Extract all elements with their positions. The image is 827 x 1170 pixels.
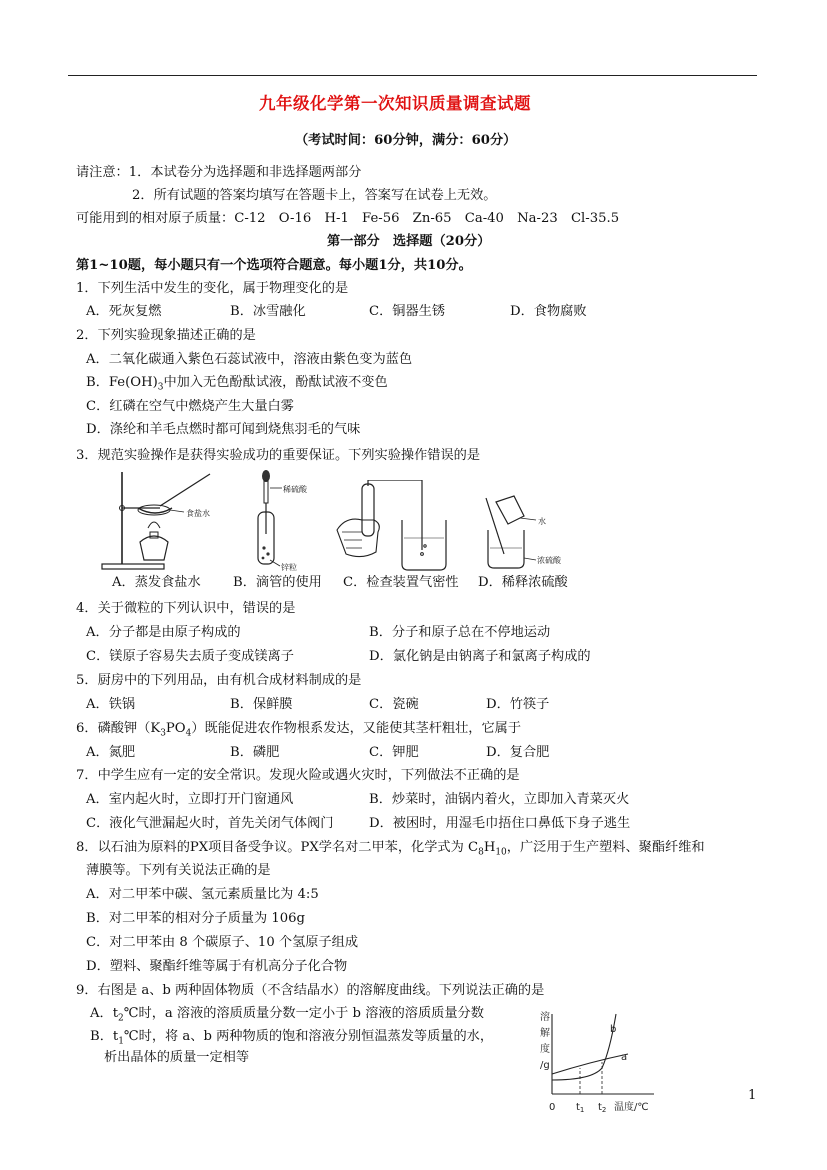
q2-option-a: A．二氧化碳通入紫色石蕊试液中，溶液由紫色变为蓝色	[86, 352, 413, 367]
q9-option-a: A．$t_2℃$时，a 溶液的溶质质量分数一定小于 b 溶液的溶质质量分数	[90, 1006, 484, 1024]
q8-option-d: D．塑料、聚酯纤维等属于有机高分子化合物	[86, 959, 348, 974]
q2-option-b: B．$Fe(OH)_3$中加入无色酚酞试液，酚酞试液不变色	[86, 375, 388, 393]
q5-option-d: D．竹筷子	[486, 697, 550, 712]
dropper-figure	[248, 468, 323, 572]
q4-option-b: B．分子和原子总在不停地运动	[369, 625, 551, 640]
x-tick-0: 0	[549, 1102, 556, 1113]
q1-option-d: D．食物腐败	[510, 304, 587, 319]
ylabel-char-1: 溶	[540, 1012, 550, 1023]
series-a-label: a	[621, 1052, 628, 1063]
q1-stem: 1．下列生活中发生的变化，属于物理变化的是	[76, 281, 349, 296]
page-title: 九年级化学第一次知识质量调查试题	[259, 94, 531, 113]
q5-option-c: C．瓷碗	[369, 697, 419, 712]
q4-stem: 4．关于微粒的下列认识中，错误的是	[76, 601, 296, 616]
q8-option-b: B．对二甲苯的相对分子质量为 106g	[86, 911, 305, 926]
q3-stem: 3．规范实验操作是获得实验成功的重要保证。下列实验操作错误的是	[76, 448, 481, 463]
q6-option-c: C．钾肥	[369, 745, 419, 760]
ylabel-char-3: 度	[540, 1044, 550, 1055]
x-tick-t1: $t_1$	[576, 1102, 585, 1114]
atomic-mass-line: 可能用到的相对原子质量：C-12 O-16 H-1 Fe-56 Zn-65 Ca-40 Na-23 Cl-35.5	[76, 211, 620, 226]
q2-option-d: D．涤纶和羊毛点燃时都可闻到烧焦羽毛的气味	[86, 422, 361, 437]
q7-stem: 7．中学生应有一定的安全常识。发现火险或遇火灾时，下列做法不正确的是	[76, 768, 520, 783]
q7-option-b: B．炒菜时，油锅内着火，立即加入青菜灭火	[369, 792, 630, 807]
dilute-acid-label: 稀硫酸	[283, 485, 307, 494]
q9-option-b-line-2: 析出晶体的质量一定相等	[104, 1050, 250, 1065]
q1-option-c: C．铜器生锈	[369, 304, 446, 319]
notice-line-1: 请注意：1．本试卷分为选择题和非选择题两部分	[76, 165, 362, 180]
q3-option-b: B．滴管的使用	[233, 575, 322, 590]
q6-option-a: A．氮肥	[86, 745, 136, 760]
airtightness-check-figure	[332, 480, 457, 572]
q8-option-c: C．对二甲苯由 8 个碳原子、10 个氢原子组成	[86, 935, 359, 950]
ylabel-char-2: 解	[540, 1028, 550, 1039]
dilute-acid-figure	[478, 492, 568, 572]
q6-option-d: D．复合肥	[486, 745, 550, 760]
q2-option-c: C．红磷在空气中燃烧产生大量白雾	[86, 399, 294, 414]
q9-option-b: B．$t_1℃$时，将 a、b 两种物质的饱和溶液分别恒温蒸发等质量的水，	[90, 1029, 494, 1047]
q3-option-c: C．检查装置气密性	[343, 575, 459, 590]
notice-line-2: 2．所有试题的答案均填写在答题卡上，答案写在试卷上无效。	[132, 188, 497, 203]
solubility-curve-chart	[530, 1010, 660, 1120]
q7-option-c: C．液化气泄漏起火时，首先关闭气体阀门	[86, 816, 334, 831]
q5-option-a: A．铁锅	[86, 697, 136, 712]
x-tick-t2: $t_2$	[598, 1102, 607, 1114]
q4-option-c: C．镁原子容易失去质子变成镁离子	[86, 649, 294, 664]
conc-acid-label: 浓硫酸	[537, 556, 561, 565]
page-number: 1	[748, 1088, 757, 1103]
header-rule	[68, 75, 757, 76]
q2-stem: 2．下列实验现象描述正确的是	[76, 328, 256, 343]
q8-stem-line-2: 薄膜等。下列有关说法正确的是	[86, 863, 271, 878]
exam-info: （考试时间：60分钟，满分：60分）	[295, 133, 517, 148]
q3-option-a: A．蒸发食盐水	[112, 575, 201, 590]
q9-stem: 9．右图是 a、b 两种固体物质（不含结晶水）的溶解度曲线。下列说法正确的是	[76, 983, 545, 998]
q1-option-a: A．死灰复燃	[86, 304, 162, 319]
series-b-curve	[552, 1014, 616, 1080]
q7-option-d: D．被困时，用湿毛巾捂住口鼻低下身子逃生	[369, 816, 631, 831]
q6-stem: 6．磷酸钾$(K_3PO_4)$既能促进农作物根系发达，又能使其茎杆粗壮，它属于	[76, 721, 522, 739]
q8-option-a: A．对二甲苯中碳、氢元素质量比为 4:5	[86, 887, 319, 902]
series-a-curve	[552, 1054, 628, 1074]
q8-stem: 8．以石油为原料的PX项目备受争议。PX学名对二甲苯，化学式为 $C_8H_{10}$，广泛用于生产塑料、聚酯纤维和	[76, 840, 705, 858]
q5-option-b: B．保鲜膜	[230, 697, 293, 712]
section-instruction: 第1~10题，每小题只有一个选项符合题意。每小题1分，共10分。	[76, 258, 472, 273]
series-b-label: b	[610, 1024, 617, 1035]
xlabel: 温度/℃	[614, 1102, 649, 1113]
zinc-label: 锌粒	[281, 563, 297, 572]
section-title: 第一部分 选择题（20分）	[327, 234, 491, 249]
q4-option-d: D．氯化钠是由钠离子和氯离子构成的	[369, 649, 591, 664]
q5-stem: 5．厨房中的下列用品，由有机合成材料制成的是	[76, 673, 362, 688]
evaporation-apparatus-figure	[100, 468, 220, 572]
water-label: 水	[538, 517, 546, 526]
q7-option-a: A．室内起火时，立即打开门窗通风	[86, 792, 294, 807]
q6-option-b: B．磷肥	[230, 745, 280, 760]
q3-option-d: D．稀释浓硫酸	[478, 575, 568, 590]
q1-option-b: B．冰雪融化	[230, 304, 306, 319]
ylabel-char-4: /g	[540, 1060, 550, 1071]
q4-option-a: A．分子都是由原子构成的	[86, 625, 241, 640]
evaporation-label: 食盐水	[186, 509, 210, 518]
